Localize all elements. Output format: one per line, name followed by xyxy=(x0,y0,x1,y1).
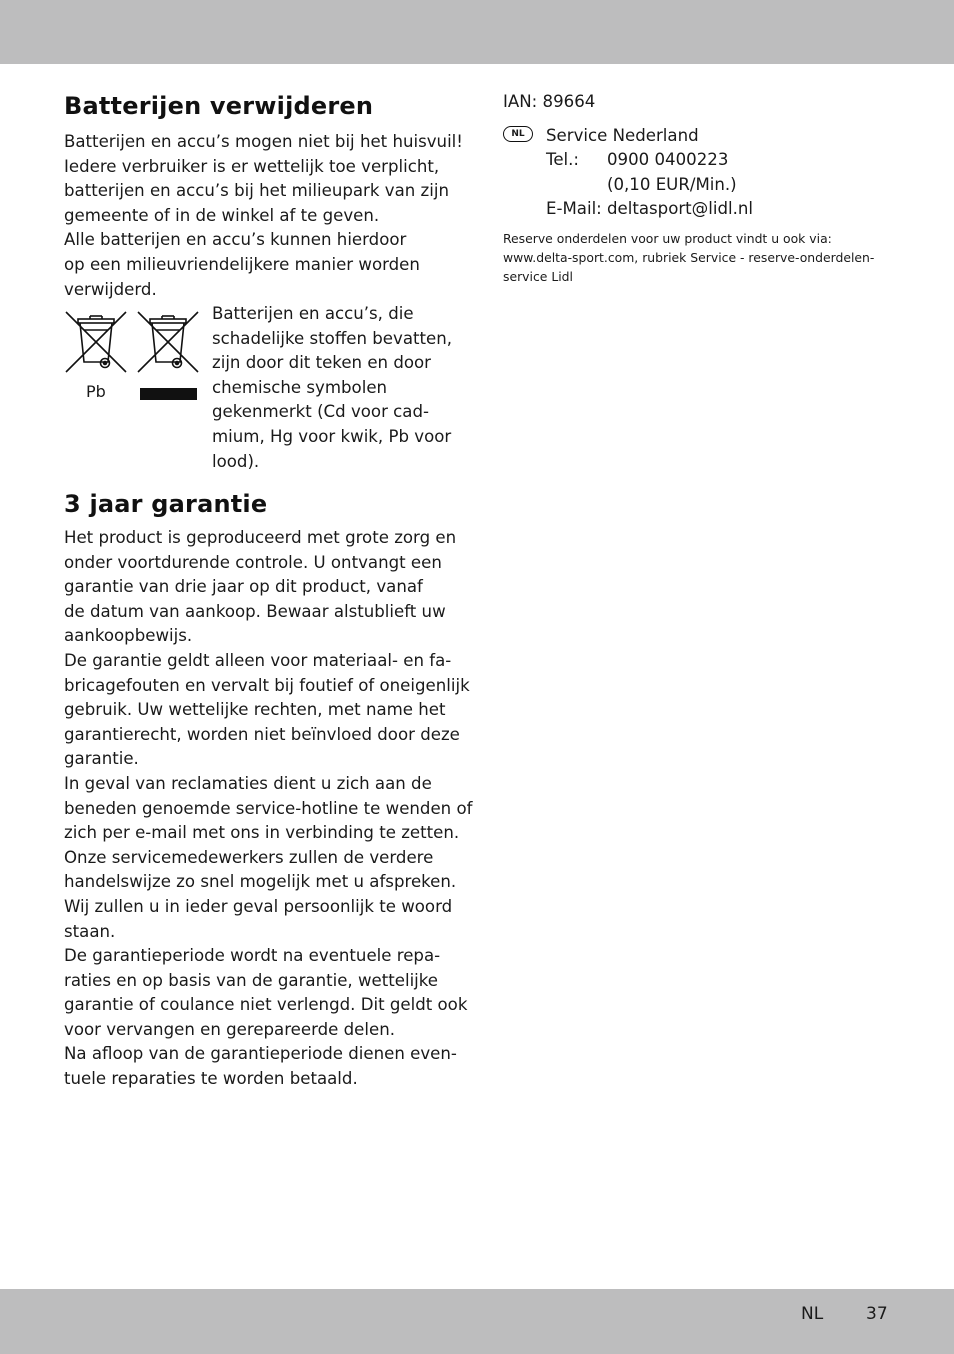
ian-number: IAN: 89664 xyxy=(503,92,596,111)
text-line: de datum van aankoop. Bewaar alstublieft uw xyxy=(64,601,446,621)
warranty-heading: 3 jaar garantie xyxy=(64,490,268,518)
batteries-heading: Batterijen verwijderen xyxy=(64,92,374,120)
text-line: mium, Hg voor kwik, Pb voor xyxy=(212,426,452,446)
tel-row xyxy=(546,148,753,172)
text-line: garantie of coulance niet verlengd. Dit geldt ook xyxy=(64,995,468,1015)
text-line: zich per e-mail met ons in verbinding te zetten. xyxy=(64,823,460,843)
page-number: 37 xyxy=(866,1304,888,1324)
text-line: schadelijke stoffen bevatten, xyxy=(212,328,453,348)
text-line: Wij zullen u in ieder geval persoonlijk te woord xyxy=(64,896,453,916)
text-line: Iedere verbruiker is er wettelijk toe verplicht, xyxy=(64,156,440,176)
text-line: aankoopbewijs. xyxy=(64,626,193,646)
text-line: Onze servicemedewerkers zullen de verdere xyxy=(64,847,434,867)
battery-disposal-symbols xyxy=(64,310,204,410)
text-line: De garantieperiode wordt na eventuele repa- xyxy=(64,946,441,966)
email-address: deltasport@lidl.nl xyxy=(607,199,754,219)
text-line: Batterijen en accu’s, die xyxy=(212,304,414,323)
text-line: Het product is geproduceerd met grote zorg en xyxy=(64,528,457,547)
email-row xyxy=(546,197,753,221)
nl-country-badge: NL xyxy=(503,126,533,142)
spare-parts-note xyxy=(503,229,874,286)
service-contact xyxy=(546,124,753,222)
text-line: tuele reparaties te worden betaald. xyxy=(64,1069,358,1089)
text-line: beneden genoemde service-hotline te wenden of xyxy=(64,798,473,818)
text-line: Alle batterijen en accu’s kunnen hierdoor xyxy=(64,230,407,250)
text-line: Batterijen en accu’s mogen niet bij het huisvuil! xyxy=(64,132,463,151)
text-line: staan. xyxy=(64,921,116,941)
black-bar xyxy=(140,388,197,400)
tel-note-row xyxy=(546,173,753,197)
footer-language: NL xyxy=(801,1304,824,1324)
text-line: bricagefouten en vervalt bij foutief of oneigenlijk xyxy=(64,675,470,695)
text-line: De garantie geldt alleen voor materiaal- en fa- xyxy=(64,650,452,670)
text-line: voor vervangen en gerepareerde delen. xyxy=(64,1019,395,1039)
text-line: batterijen en accu’s bij het milieupark van zijn xyxy=(64,181,449,201)
email-label: E-Mail: xyxy=(546,199,602,219)
header-bar xyxy=(0,0,954,64)
tel-label: Tel.: xyxy=(546,150,580,170)
tel-note: (0,10 EUR/Min.) xyxy=(607,174,737,194)
text-line: Reserve onderdelen voor uw product vindt u ook via: xyxy=(503,231,832,246)
text-line: gebruik. Uw wettelijke rechten, met name het xyxy=(64,700,446,720)
text-line: Na afloop van de garantieperiode dienen even- xyxy=(64,1044,457,1064)
warranty-text xyxy=(64,526,472,1092)
crossed-bin-icon xyxy=(64,310,204,380)
text-line: service Lidl xyxy=(503,269,573,284)
tel-number: 0900 0400223 xyxy=(607,150,729,170)
text-line: op een milieuvriendelijkere manier worden xyxy=(64,254,420,274)
batteries-text xyxy=(64,130,463,302)
text-line: lood). xyxy=(212,451,260,471)
text-line: raties en op basis van de garantie, wettelijke xyxy=(64,970,439,990)
text-line: verwijderd. xyxy=(64,279,157,299)
text-line: gemeente of in de winkel af te geven. xyxy=(64,205,380,225)
text-line: garantierecht, worden niet beïnvloed door deze xyxy=(64,724,460,744)
pb-label: Pb xyxy=(86,382,106,401)
text-line: gekenmerkt (Cd voor cad- xyxy=(212,402,429,422)
text-line: garantie van drie jaar op dit product, vanaf xyxy=(64,577,423,597)
service-title: Service Nederland xyxy=(546,126,699,145)
text-line: zijn door dit teken en door xyxy=(212,353,431,373)
text-line: chemische symbolen xyxy=(212,377,388,397)
text-line: In geval van reclamaties dient u zich aan de xyxy=(64,773,432,793)
symbol-description xyxy=(212,302,452,474)
text-line: onder voortdurende controle. U ontvangt een xyxy=(64,552,442,572)
text-line: www.delta-sport.com, rubriek Service - reserve-onderdelen- xyxy=(503,250,875,265)
text-line: garantie. xyxy=(64,749,139,769)
text-line: handelswijze zo snel mogelijk met u afspreken. xyxy=(64,872,457,892)
